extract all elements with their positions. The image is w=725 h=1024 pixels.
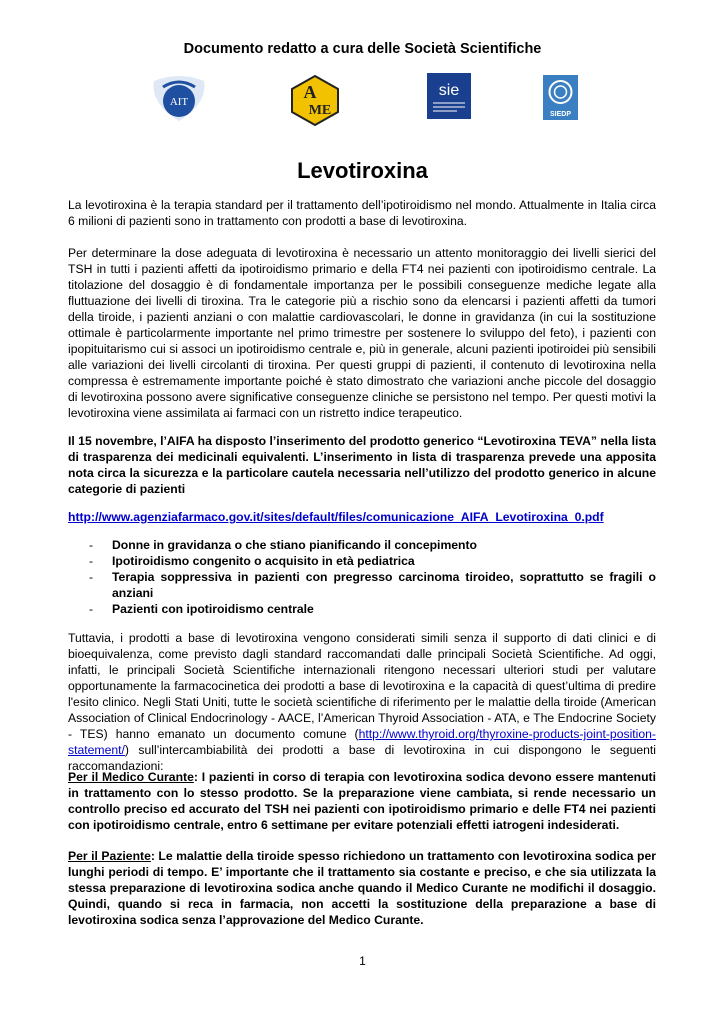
dosage-paragraph: Per determinare la dose adeguata di levotiroxina è necessario un attento monitoraggio dei livelli sierici del TSH in tutti i pazienti affetti da ipotiroidismo primario e della FT4 nei pazienti con ipotiroidismo centrale. La titolazione del dosaggio è di fondamentale importanza per le possibili conseguenze mediche legate alla fluttuazione dei livelli di tiroxina. Tra le categorie più a rischio sono da elencarsi i pazienti affetti da tumori della tiroide, i pazienti anziani o con malattie cardiovascolari, le donne in gravidanza (in cui la sostituzione ottimale è particolarmente importante nel primo trimestre per sostenere lo sviluppo del feto), i pazienti con ipopituitarismo cui si associ un ipotiroidismo centrale e, più in generale, alcuni pazienti ipotiroidei più sensibili alle variazioni dei livelli circolanti di tiroxina. Per questi gruppi di pazienti, il contenuto di levotiroxina nella compressa è estremamente importante poiché è stato dimostrato che variazioni anche piccole del dosaggio di levotiroxina possono avere significative conseguenze cliniche se persistono nel tempo. Per questi motivi la levotiroxina viene assimilata ai farmaci con un ristretto indice terapeutico.: [68, 246, 656, 420]
doctor-recommendation: [68, 769, 656, 833]
list-item-text: Pazienti con ipotiroidismo centrale: [112, 602, 314, 616]
list-dash: -: [89, 538, 94, 552]
bioequivalence-text-end: ) sull’intercambiabilità dei prodotti a base di levotiroxina in cui dispongono le seguenti raccomandazioni:: [68, 743, 656, 773]
doctor-text: : I pazienti in corso di terapia con levotiroxina sodica devono essere mantenuti in trattamento con lo stesso prodotto. Se la preparazione viene cambiata, si rende necessario un controllo preciso ed accurato del TSH nei pazienti con ipotiroidismo primario e delle FT4 nei pazienti con ipotiroidismo centrale, entro 6 settimane per evitare potenziali effetti iatrogeni indesiderati.: [68, 770, 656, 832]
doctor-label: Per il Medico Curante: [68, 770, 194, 784]
aifa-link[interactable]: http://www.agenziafarmaco.gov.it/sites/default/files/comunicazione_AIFA_Levotiroxina_0.pdf: [68, 510, 604, 524]
document-header: Documento redatto a cura delle Società Scientifiche: [183, 41, 542, 57]
bioequivalence-text: Tuttavia, i prodotti a base di levotiroxina vengono considerati simili senza il supporto di dati clinici e di bioequivalenza, come previsto dagli standard raccomandati dalle principali Società Scientifiche. Ad oggi, infatti, le principali Società Scientifiche internazionali ritengono necessari ulteriori studi per valutare opportunamente la farmacocinetica dei prodotti a base di levotiroxina e la capacità di quest’ultima di predire l'esito clinico. Negli Stati Uniti, tutte le società scientifiche di riferimento per le malattie della tiroide (American Association of Clinical Endocrinology - AACE, l’American Thyroid Association - ATA, e The Endocrine Society - TES) hanno emanato un documento comune (: [68, 631, 656, 741]
list-dash: -: [89, 554, 94, 568]
list-dash: -: [89, 602, 94, 616]
siedp-logo-text: SIEDP: [549, 111, 572, 118]
patient-label: Per il Paziente: [68, 849, 151, 863]
ame-logo: [289, 74, 341, 126]
patient-recommendation: [68, 848, 656, 928]
intro-paragraph: La levotiroxina è la terapia standard per il trattamento dell’ipotiroidismo nel mondo. Attualmente in Italia circa 6 milioni di pazienti sono in trattamento con prodotti a base di levotiroxina.: [68, 198, 656, 228]
list-item: [68, 569, 656, 601]
aifa-paragraph: Il 15 novembre, l’AIFA ha disposto l’inserimento del prodotto generico “Levotiroxina TEVA” nella lista di trasparenza dei medicinali equivalenti. L’inserimento in lista di trasparenza prevede una apposita nota circa la sicurezza e la particolare cautela necessaria nell’utilizzo del prodotto generico in alcune categorie di pazienti: [68, 434, 656, 496]
page-number: 1: [359, 954, 366, 968]
ame-logo-letter: A: [303, 82, 317, 102]
list-dash: -: [89, 570, 94, 584]
ame-logo-text: ME: [308, 103, 332, 118]
ait-logo: [150, 73, 208, 123]
sie-logo: [427, 73, 471, 119]
page-title: Levotiroxina: [297, 158, 428, 183]
siedp-logo: [543, 75, 578, 120]
patient-text: : Le malattie della tiroide spesso richiedono un trattamento con levotiroxina sodica per lunghi periodi di tempo. E’ importante che il trattamento sia costante e preciso, e che sia utilizzata la stessa preparazione di levotiroxina sodica anche quando il Medico Curante ne modifichi il dosaggio. Quindi, quando si reca in farmacia, non accetti la sostituzione della preparazione a base di levotiroxina sodica senza l’approvazione del Medico Curante.: [68, 849, 657, 927]
risk-category-list: [68, 537, 656, 617]
list-item-text: Ipotiroidismo congenito o acquisito in età pediatrica: [112, 554, 415, 568]
list-item: [68, 553, 656, 569]
thyroid-org-link[interactable]: http://www.thyroid.org/thyroxine-products-joint-position-statement/: [68, 727, 656, 757]
sie-logo-text: sie: [438, 82, 460, 99]
list-item: [68, 537, 656, 553]
list-item: [68, 601, 656, 617]
bioequivalence-paragraph: [68, 630, 656, 774]
list-item-text: Donne in gravidanza o che stiano pianificando il concepimento: [112, 538, 478, 552]
list-item-text: Terapia soppressiva in pazienti con pregresso carcinoma tiroideo, soprattutto se fragili o anziani: [112, 570, 656, 600]
ait-logo-text: AIT: [169, 96, 189, 108]
